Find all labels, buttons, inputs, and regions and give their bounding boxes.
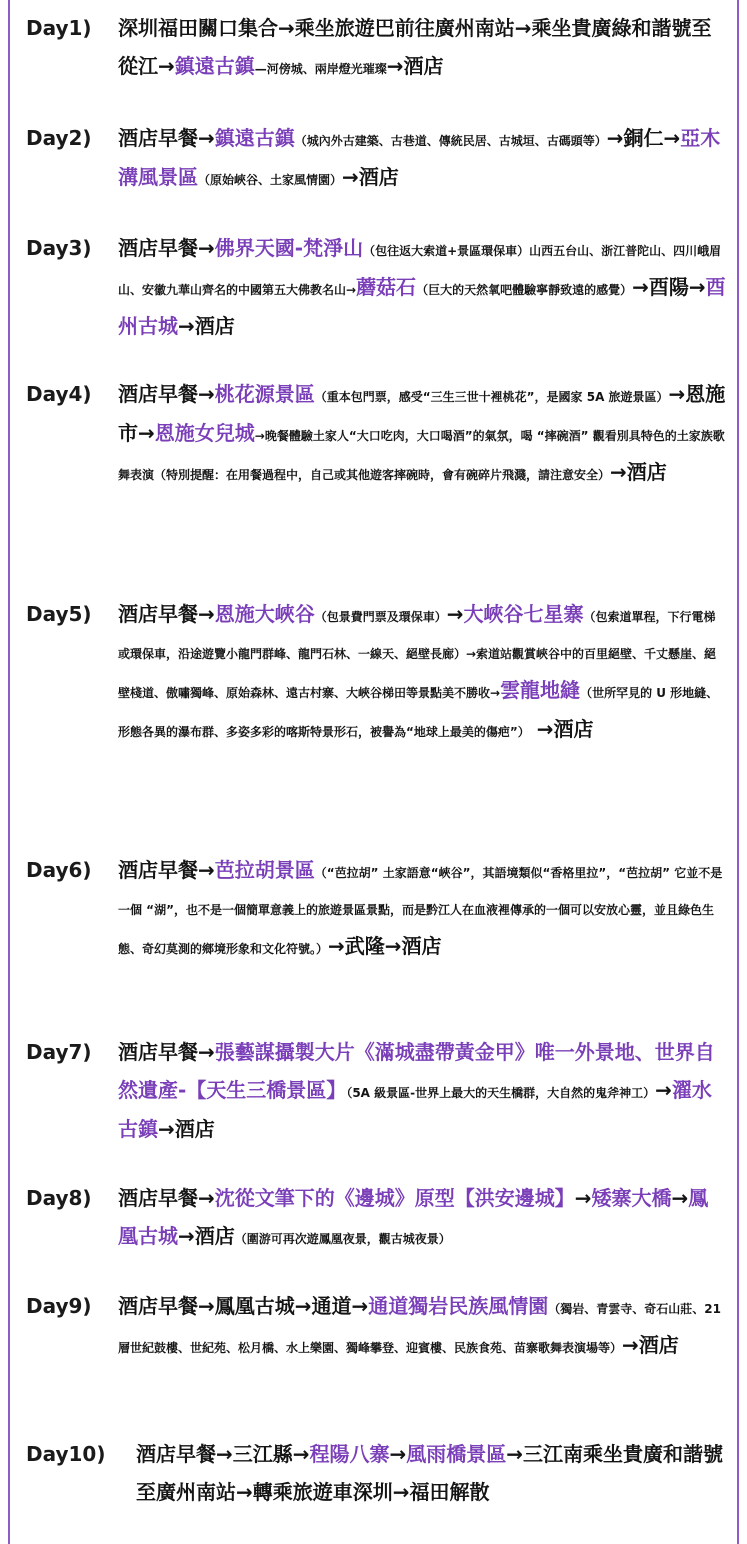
day-block [26,120,726,198]
day-description [118,1180,726,1257]
day-description [118,1034,726,1149]
itinerary-text: →晚餐體驗土家人“大口吃肉，大口喝酒”的氣氛，喝 “摔碗酒” 觀看別具特色的土家族歌舞表演（特別提醒：在用餐過程中，自己或其他遊客摔碗時，會有碗碎片飛濺，請注意安全） [118,429,725,482]
day-description [118,120,726,198]
day-label: Day7) [26,1040,92,1064]
highlight-place: 芭拉胡景區 [214,858,315,882]
itinerary-text: →酒店 [178,314,235,338]
highlight-place: 濯水古鎮 [118,1078,712,1141]
itinerary-text: （重本包門票，感受“三生三世十裡桃花”，是國家 5A 旅遊景區） [314,390,669,404]
highlight-place: 風雨橋景區 [406,1442,507,1466]
highlight-place: 鳳凰古城 [118,1186,709,1248]
day-label: Day10) [26,1442,106,1466]
day-description [118,230,726,346]
day-label: Day5) [26,602,92,626]
highlight-place: 恩施女兒城 [154,421,255,445]
itinerary-text: 酒店早餐→ [118,1186,215,1210]
day-description [118,376,726,493]
itinerary-text: →酒店 [386,54,444,78]
highlight-place: 蘑菇石 [356,275,417,299]
itinerary-text: （“芭拉胡” 土家語意“峽谷”，其語境類似“香格里拉”，“芭拉胡” 它並不是一個 “湖”，也不是一個簡單意義上的旅遊景區景點，而是黔江人在血液裡傳承的一個可以安放心靈，並且綠色生態、奇幻莫測的鄉境形象和文化符號。） [118,866,723,956]
itinerary-text: →酒店 [178,1224,235,1248]
itinerary-text: —河傍城、兩岸燈光璀璨 [254,62,387,76]
itinerary-text: 酒店早餐→ [118,126,215,150]
highlight-place: 鎮遠古鎮 [214,126,295,150]
day-block [26,1180,726,1257]
day-description [118,596,726,750]
highlight-place: 雲龍地縫 [500,678,581,702]
itinerary-text: →酒店 [529,717,594,741]
itinerary-text: → [574,1186,592,1210]
itinerary-text: →酒店 [158,1117,215,1141]
day-label: Day8) [26,1186,92,1210]
highlight-place: 酉州古城 [118,275,726,338]
highlight-place: 張藝謀攝製大片《滿城盡帶黃金甲》唯一外景地、世界自然遺產-【天生三橋景區】 [118,1040,715,1102]
day-block [26,10,726,87]
day-block [26,596,726,750]
itinerary-text: （獨岩、青雲寺、奇石山莊、21 層世紀鼓樓、世紀苑、松月橋、水上樂園、獨峰攀登、迎賓樓、民族食苑、苗寨歌舞表演場等） [118,1302,721,1355]
itinerary-text: （圍游可再次遊鳳凰夜景，觀古城夜景） [234,1232,451,1246]
itinerary-text: →酒店 [610,460,667,484]
highlight-place: 沈從文筆下的《邊城》原型【洪安邊城】 [214,1186,575,1210]
day-label: Day4) [26,382,92,406]
day-label: Day3) [26,236,92,260]
itinerary-text: 酒店早餐→三江縣→ [136,1442,310,1466]
day-description [118,852,726,967]
highlight-place: 佛界天國-梵淨山 [214,236,364,260]
highlight-place: 通道獨岩民族風情園 [368,1294,549,1318]
itinerary-text: →酉陽→ [632,275,706,299]
itinerary-text: （包索道單程，下行電梯或環保車，沿途遊覽小龍門群峰、龍門石林、一線天、絕壁長廊）→索道站觀賞峽谷中的百里絕壁、千丈懸崖、絕壁棧道、傲嘯獨峰、原始森林、遠古村寨、大峽谷梯田等景點美不勝收→ [118,610,717,700]
itinerary-text: 酒店早餐→ [118,382,215,406]
itinerary-text: （包往返大索道+景區環保車）山西五台山、浙江普陀山、四川峨眉山、安徽九華山齊名的中國第五大佛教名山→ [118,244,722,297]
highlight-place: 大峽谷七星寨 [463,602,584,626]
itinerary-text: →酒店 [342,165,399,189]
day-description [118,10,726,87]
itinerary-text: （原始峽谷、土家風情園） [198,173,343,187]
itinerary-text: → [389,1442,407,1466]
itinerary-text: 酒店早餐→ [118,236,215,260]
highlight-place: 程陽八寨 [309,1442,390,1466]
itinerary-text: （世所罕見的 U 形地縫、形態各異的瀑布群、多姿多彩的喀斯特景形石，被譽為“地球上最美的傷疤”） [118,686,719,739]
itinerary-text: →酒店 [622,1333,679,1357]
day-label: Day2) [26,126,92,150]
itinerary-text: 酒店早餐→ [118,602,215,626]
day-block [26,376,726,493]
day-block [26,1288,726,1366]
day-block [26,852,726,967]
itinerary-text: （城內外古建築、古巷道、傳統民居、古城垣、古碼頭等） [294,134,607,148]
itinerary-text: 酒店早餐→ [118,858,215,882]
highlight-place: 亞木溝風景區 [118,126,721,189]
highlight-place: 鎮遠古鎮 [174,54,255,78]
itinerary-text: （5A 級景區-世界上最大的天生橋群，大自然的鬼斧神工） [346,1086,656,1100]
itinerary-text: （包景費門票及環保車） [314,610,447,624]
day-block [26,1436,726,1512]
itinerary-text: 深圳福田關口集合→乘坐旅遊巴前往廣州南站→乘坐貴廣綠和諧號至從江→ [118,16,712,78]
itinerary-text: → [655,1078,672,1102]
highlight-place: 桃花源景區 [214,382,315,406]
itinerary-text: →恩施市→ [118,382,726,445]
day-description [118,1288,726,1366]
day-description [136,1436,726,1512]
day-label: Day9) [26,1294,92,1318]
highlight-place: 恩施大峽谷 [214,602,315,626]
itinerary-text: → [671,1186,689,1210]
itinerary-text: → [446,602,464,626]
itinerary-text: →銅仁→ [606,126,681,150]
itinerary-text: 酒店早餐→ [118,1040,215,1064]
highlight-place: 矮寨大橋 [591,1186,672,1210]
day-label: Day6) [26,858,92,882]
itinerary-text: →三江南乘坐貴廣和諧號至廣州南站→轉乘旅遊車深圳→福田解散 [136,1442,724,1504]
day-label: Day1) [26,16,92,40]
itinerary-text: （巨大的天然氧吧體驗寧靜致遠的感覺） [416,283,633,297]
day-block [26,1034,726,1149]
itinerary-text: 酒店早餐→鳳凰古城→通道→ [118,1294,369,1318]
day-block [26,230,726,346]
itinerary-text: →武隆→酒店 [328,934,442,958]
